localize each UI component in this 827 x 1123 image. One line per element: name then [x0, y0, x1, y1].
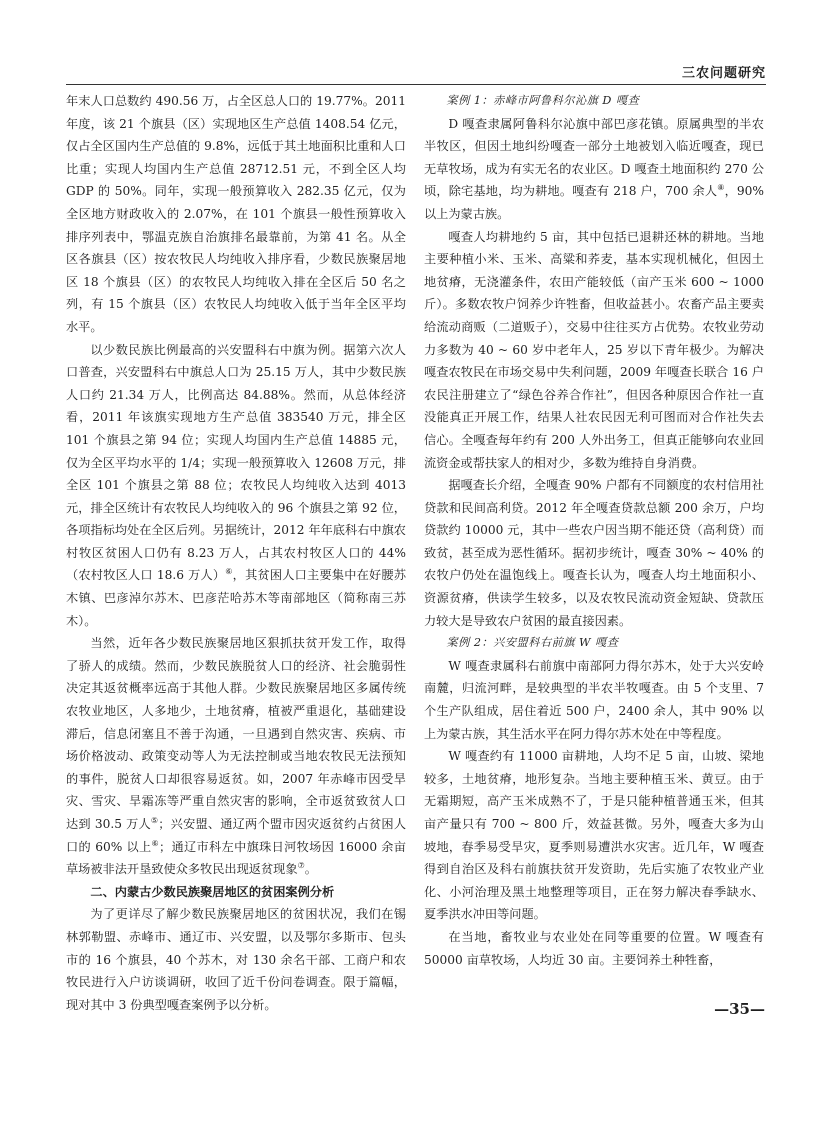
paragraph: 据嘎查长介绍，全嘎查 90% 户都有不同额度的农村信用社贷款和民间高利贷。2012 年全嘎查贷款总额 200 余万，户均贷款约 10000 元，其中一些农户因当期不能还贷（高利贷）而致贫，甚至成为恶性循环。据初步统计，嘎查 30% ~ 40% 的农牧户仍处在温饱线上。嘎查长认为，嘎查人均土地面积小、资源贫瘠，供读学生较多，以及农牧民流动资金短缺、贷款压力较大是导致农户贫困的最直接因素。 [424, 478, 764, 628]
case-title: 案例 1：赤峰市阿鲁科尔沁旗 D 嘎查 [446, 94, 640, 107]
paragraph: 年末人口总数约 490.56 万，占全区总人口的 19.77%。2011 年度，该 21 个旗县（区）实现地区生产总值 1408.54 亿元，仅占全区国内生产总值的 9.8%，远低于其土地面积比重和人口比重；实现人均国内生产总值 28712.51 元，不到全区人均 GDP 的 50%。同年，实现一般预算收入 282.35 亿元，仅为全区地方财政收入的 2.07%，在 101 个旗县一般性预算收入排序列表中，鄂温克族自治旗排名最靠前，为第 41 名。从全区各旗县（区）按农牧民人均纯收入排序看，少数民族聚居地区 18 个旗县（区）的农牧民人均纯收入排在全区后 50 名之列，有 15 个旗县（区）农牧民人均纯收入低于当年全区平均水平。 [66, 94, 406, 334]
paragraph: 为了更详尽了解少数民族聚居地区的贫困状况，我们在锡林郭勒盟、赤峰市、通辽市、兴安盟，以及鄂尔多斯市、包头市的 16 个旗县，40 个苏木，对 130 余名干部、工商户和农牧民进行入户访谈调研，收回了近千份问卷调查。限于篇幅，现对其中 3 份典型嘎查案例予以分析。 [66, 907, 406, 1012]
paragraph: 在当地，畜牧业与农业处在同等重要的位置。W 嘎查有 50000 亩草牧场，人均近 30 亩。主要饲养土种牲畜， [424, 929, 764, 967]
page-number: —35— [714, 1000, 765, 1018]
section-heading: 二、内蒙古少数民族聚居地区的贫困案例分析 [90, 884, 335, 899]
running-header [66, 62, 766, 85]
paragraph: 当然，近年各少数民族聚居地区狠抓扶贫开发工作，取得了骄人的成绩。然而，少数民族脱贫人口的经济、社会脆弱性决定其返贫概率远高于其他人群。少数民族聚居地区多属传统农牧业地区，人多地少，土地贫瘠，植被严重退化，基础建设滞后，信息闭塞且不善于沟通，一旦遇到自然灾害、疾病、市场价格波动、政策变动等人为无法控制或当地农牧民无法预知的事件，脱贫人口却很容易返贫。如，2007 年赤峰市因受旱灾、雪灾、旱霜冻等严重自然灾害的影响，全市返贫致贫人口达到 30.5 万人⑤；兴安盟、通辽两个盟市因灾返贫约占贫困人口的 60% 以上⑥；通辽市科左中旗珠日河牧场因 16000 余亩草场被非法开垦致使众多牧民出现返贫现象⑦。 [66, 636, 407, 877]
footnote-ref[interactable]: ⑤ [150, 815, 159, 825]
journal-section-title: 三农问题研究 [681, 66, 766, 81]
footnote-ref[interactable]: ⑥ [151, 838, 160, 848]
paragraph: D 嘎查隶属阿鲁科尔沁旗中部巴彦花镇。原属典型的半农半牧区，但因土地纠纷嘎查一部分土地被划入临近嘎查，现已无草牧场，成为有实无名的农业区。D 嘎查土地面积约 270 公顷，除宅基地，均为耕地。嘎查有 218 户，700 余人⑧，90% 以上为蒙古族。 [424, 116, 764, 221]
case-title: 案例 2：兴安盟科右前旗 W 嘎查 [446, 636, 619, 650]
right-column [424, 90, 764, 971]
paragraph: W 嘎查隶属科右前旗中南部阿力得尔苏木，处于大兴安岭南麓，归流河畔，是较典型的半农半牧嘎查。由 5 个支里、7 个生产队组成，居住着近 500 户，2400 余人，其中 90% 以上为蒙古族，其生活水平在阿力得尔苏木处在中等程度。 [424, 658, 764, 741]
footnote-ref[interactable]: ⑥ [225, 567, 233, 577]
paragraph: 嘎查人均耕地约 5 亩，其中包括已退耕还林的耕地。当地主要种植小米、玉米、高粱和荞麦，基本实现机械化，但因土地贫瘠，无浇灌条件，农田产能较低（亩产玉米 600 ~ 1000 斤）。多数农牧户饲养少许牲畜，但收益甚小。农畜产品主要卖给流动商贩（二道贩子），交易中往往买方占优势。农牧业劳动力多数为 40 ~ 60 岁中老年人，25 岁以下青年极少。为解决嘎查农牧民在市场交易中失利问题，2009 年嘎查长联合 16 户农民注册建立了“绿色谷养合作社”，但因各种原因合作社一直没能真正开展工作，结果人社农民因无利可图而对合作社失去信心。全嘎查每年约有 200 人外出务工，但真正能够向农业回流资金或帮扶家人的相对少，多数为维持自身消费。 [424, 229, 764, 470]
footnote-ref[interactable]: ⑧ [717, 183, 725, 193]
paragraph: W 嘎查约有 11000 亩耕地，人均不足 5 亩，山坡、梁地较多，土地贫瘠，地形复杂。当地主要种植玉米、黄豆。由于无霜期短，高产玉米成熟不了，于是只能种植普通玉米，但其亩产量只有 700 ~ 800 斤，效益甚微。另外，嘎查大多为山坡地，春季易受旱灾，夏季则易遭洪水灾害。近几年，W 嘎查得到自治区及科右前旗扶贫开发资助，先后实施了农牧业产业化、小河治理及黑土地整理等项目，正在努力解决春季缺水、夏季洪水冲田等问题。 [424, 749, 764, 922]
paragraph: 以少数民族比例最高的兴安盟科右中旗为例。据第六次人口普查，兴安盟科右中旗总人口为 25.15 万人，其中少数民族人口约 21.34 万人，比例高达 84.88%。然而，从总体经济看，2011 年该旗实现地方生产总值 383540 万元，排全区 101 个旗县之第 94 位；实现人均国内生产总值 14885 元，仅为全区平均水平的 1/4；实现一般预算收入 12608 万元，排全区 101 个旗县之第 88 位；农牧民人均纯收入达到 4013 元，排全区统计有农牧民人均纯收入的 96 个旗县之第 92 位，各项指标均处在全区后列。另据统计，2012 年年底科右中旗农村牧区贫困人口仍有 8.23 万人，占其农村牧区人口的 44%（农村牧区人口 18.6 万人）⑥，其贫困人口主要集中在好腰苏木镇、巴彦淖尔苏木、巴彦茫哈苏木等南部地区（简称南三苏木）。 [66, 342, 407, 628]
left-column [66, 90, 406, 1016]
footnote-ref[interactable]: ⑦ [297, 861, 305, 871]
